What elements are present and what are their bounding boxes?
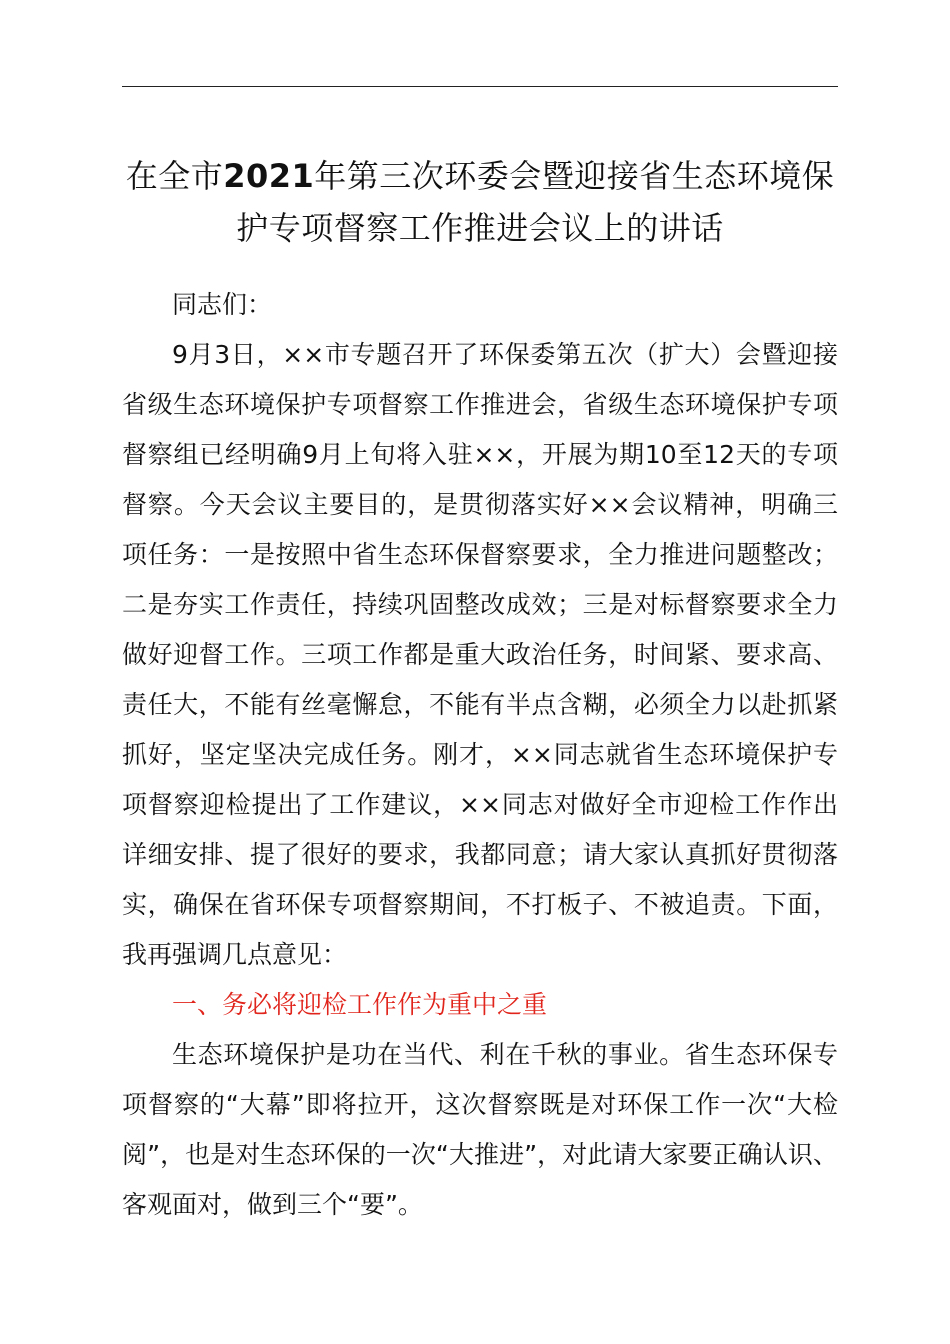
paragraph-2: 生态环境保护是功在当代、利在千秋的事业。省生态环保专项督察的“大幕”即将拉开，这次督察既是对环保工作一次“大检阅”，也是对生态环保的一次“大推进”，对此请大家要正确认识、客观面对，做到三个“要”。 xyxy=(122,1040,838,1219)
page-title xyxy=(110,150,850,254)
section-heading-1: 一、务必将迎检工作作为重中之重 xyxy=(172,990,548,1019)
paragraph-1: 9月3日，××市专题召开了环保委第五次（扩大）会暨迎接省级生态环境保护专项督察工作推进会，省级生态环境保护专项督察组已经明确9月上旬将入驻××，开展为期10至12天的专项督察。今天会议主要目的，是贯彻落实好××会议精神，明确三项任务：一是按照中省生态环保督察要求，全力推进问题整改；二是夯实工作责任，持续巩固整改成效；三是对标督察要求全力做好迎督工作。三项工作都是重大政治任务，时间紧、要求高、责任大，不能有丝毫懈怠，不能有半点含糊，必须全力以赴抓紧抓好，坚定坚决完成任务。刚才，××同志就省生态环境保护专项督察迎检提出了工作建议，××同志对做好全市迎检工作作出详细安排、提了很好的要求，我都同意；请大家认真抓好贯彻落实，确保在省环保专项督察期间，不打板子、不被追责。下面，我再强调几点意见： xyxy=(122,340,838,969)
salutation: 同志们： xyxy=(172,290,273,319)
document-body xyxy=(122,280,838,1230)
title-prefix: 在全市 xyxy=(125,157,224,195)
header-rule xyxy=(122,86,838,87)
title-suffix: 年第三次环委会暨迎接省生态环境保护专项督察工作推进会议上的讲话 xyxy=(236,157,835,247)
title-year: 2021 xyxy=(223,157,315,195)
